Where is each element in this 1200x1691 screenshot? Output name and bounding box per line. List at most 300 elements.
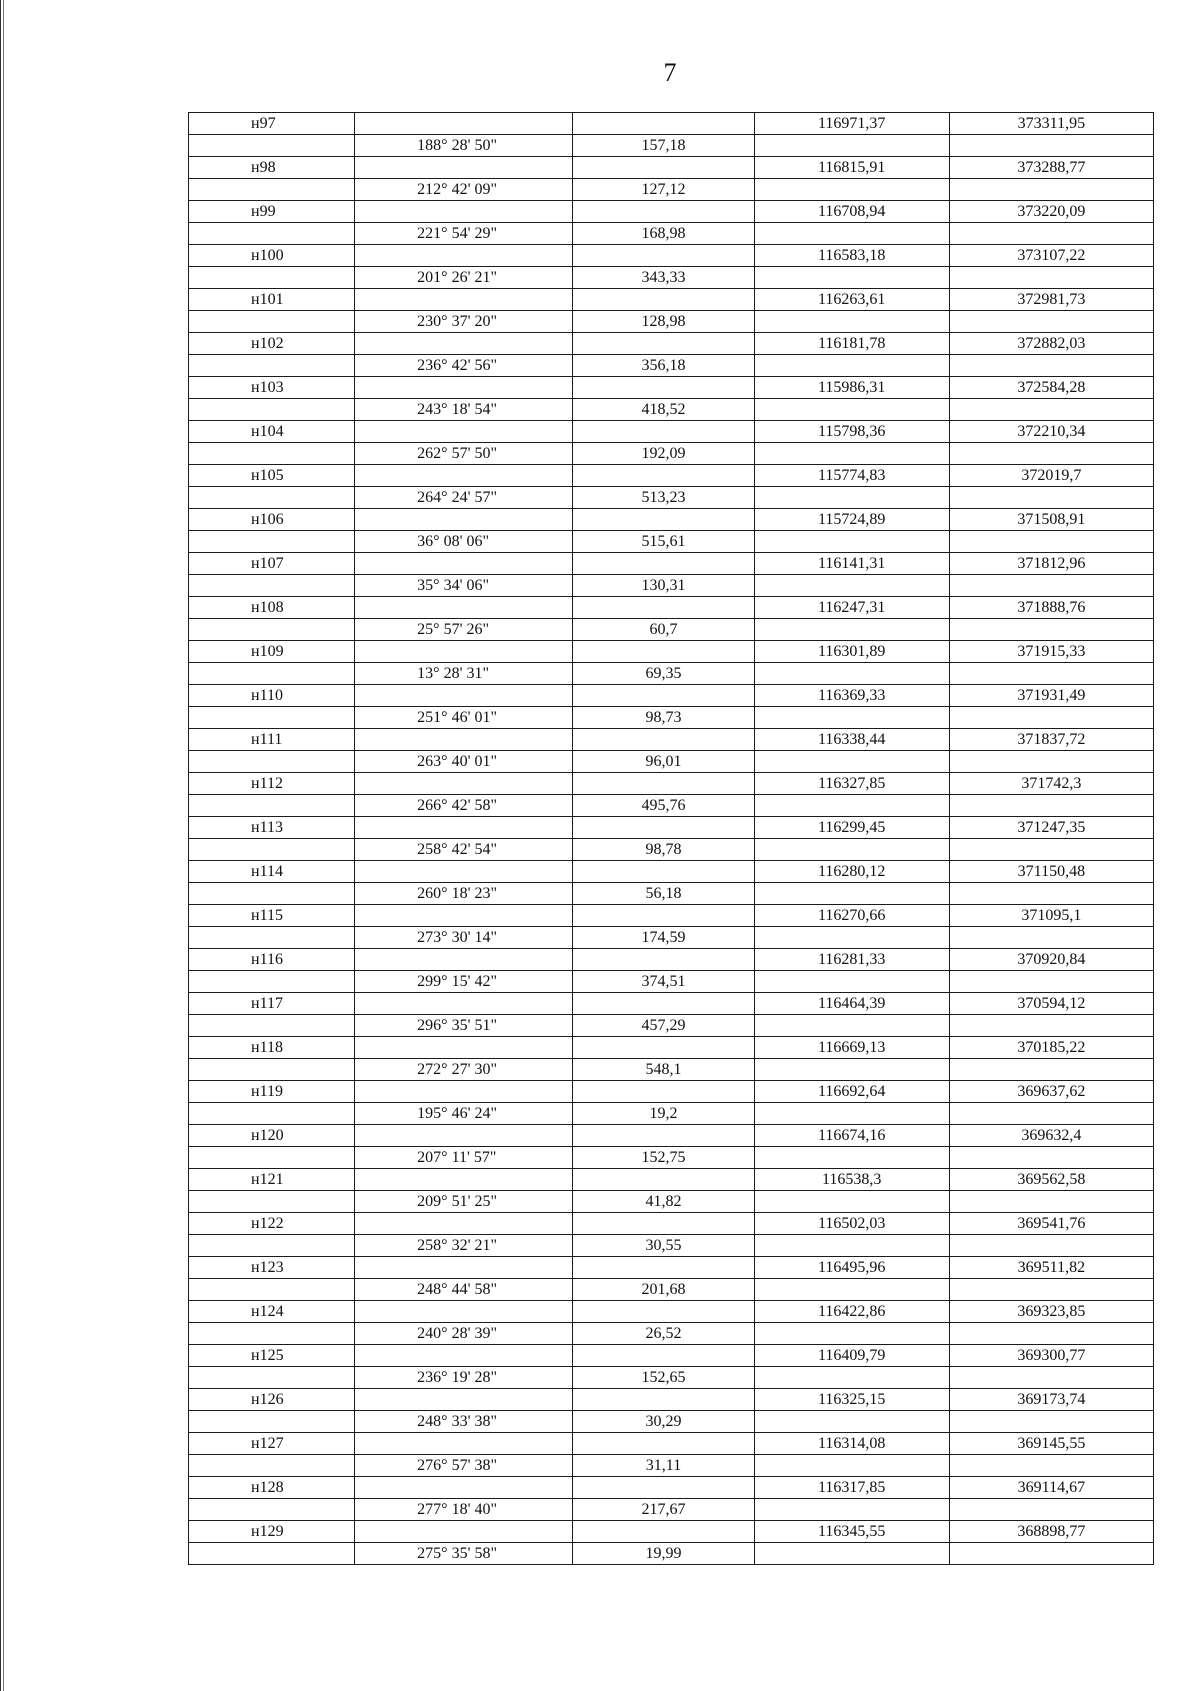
distance-cell: 343,33 (573, 267, 754, 289)
empty-cell (189, 179, 355, 201)
empty-cell (189, 1191, 355, 1213)
point-name-cell: н124 (189, 1301, 355, 1323)
segment-row (189, 1059, 1154, 1081)
point-row (189, 905, 1154, 927)
distance-cell: 192,09 (573, 443, 754, 465)
empty-cell (949, 443, 1153, 465)
x-coordinate-cell: 116301,89 (754, 641, 949, 663)
point-name-cell: н128 (189, 1477, 355, 1499)
empty-cell (754, 311, 949, 333)
x-coordinate-cell: 116270,66 (754, 905, 949, 927)
empty-cell (573, 245, 754, 267)
empty-cell (573, 465, 754, 487)
empty-cell (949, 1543, 1153, 1565)
empty-cell (189, 1411, 355, 1433)
point-name-cell: н100 (189, 245, 355, 267)
y-coordinate-cell: 373311,95 (949, 113, 1153, 135)
point-row (189, 949, 1154, 971)
empty-cell (754, 1543, 949, 1565)
x-coordinate-cell: 116495,96 (754, 1257, 949, 1279)
point-row (189, 729, 1154, 751)
empty-cell (189, 1103, 355, 1125)
direction-angle-cell: 13° 28' 31" (355, 663, 573, 685)
empty-cell (573, 1301, 754, 1323)
y-coordinate-cell: 369323,85 (949, 1301, 1153, 1323)
point-name-cell: н116 (189, 949, 355, 971)
y-coordinate-cell: 372584,28 (949, 377, 1153, 399)
empty-cell (355, 905, 573, 927)
segment-row (189, 311, 1154, 333)
empty-cell (754, 355, 949, 377)
direction-angle-cell: 299° 15' 42" (355, 971, 573, 993)
point-name-cell: н129 (189, 1521, 355, 1543)
segment-row (189, 927, 1154, 949)
empty-cell (949, 179, 1153, 201)
empty-cell (189, 971, 355, 993)
distance-cell: 168,98 (573, 223, 754, 245)
empty-cell (754, 795, 949, 817)
empty-cell (573, 949, 754, 971)
direction-angle-cell: 201° 26' 21" (355, 267, 573, 289)
empty-cell (189, 1323, 355, 1345)
empty-cell (573, 685, 754, 707)
point-name-cell: н127 (189, 1433, 355, 1455)
empty-cell (355, 1301, 573, 1323)
empty-cell (355, 553, 573, 575)
y-coordinate-cell: 373220,09 (949, 201, 1153, 223)
empty-cell (573, 553, 754, 575)
empty-cell (189, 1147, 355, 1169)
point-row (189, 1389, 1154, 1411)
y-coordinate-cell: 372882,03 (949, 333, 1153, 355)
empty-cell (355, 1521, 573, 1543)
point-row (189, 1433, 1154, 1455)
distance-cell: 374,51 (573, 971, 754, 993)
empty-cell (754, 1323, 949, 1345)
direction-angle-cell: 221° 54' 29" (355, 223, 573, 245)
distance-cell: 30,29 (573, 1411, 754, 1433)
segment-row (189, 1147, 1154, 1169)
y-coordinate-cell: 371812,96 (949, 553, 1153, 575)
empty-cell (754, 135, 949, 157)
empty-cell (754, 707, 949, 729)
segment-row (189, 135, 1154, 157)
x-coordinate-cell: 116181,78 (754, 333, 949, 355)
direction-angle-cell: 263° 40' 01" (355, 751, 573, 773)
direction-angle-cell: 258° 32' 21" (355, 1235, 573, 1257)
empty-cell (189, 311, 355, 333)
x-coordinate-cell: 116674,16 (754, 1125, 949, 1147)
empty-cell (754, 1015, 949, 1037)
empty-cell (355, 1125, 573, 1147)
empty-cell (189, 795, 355, 817)
x-coordinate-cell: 116280,12 (754, 861, 949, 883)
empty-cell (754, 1147, 949, 1169)
empty-cell (949, 355, 1153, 377)
empty-cell (189, 267, 355, 289)
empty-cell (949, 1455, 1153, 1477)
direction-angle-cell: 266° 42' 58" (355, 795, 573, 817)
empty-cell (573, 509, 754, 531)
point-name-cell: н118 (189, 1037, 355, 1059)
empty-cell (189, 135, 355, 157)
y-coordinate-cell: 368898,77 (949, 1521, 1153, 1543)
y-coordinate-cell: 370594,12 (949, 993, 1153, 1015)
segment-row (189, 443, 1154, 465)
segment-row (189, 1543, 1154, 1565)
empty-cell (189, 1279, 355, 1301)
x-coordinate-cell: 116141,31 (754, 553, 949, 575)
segment-row (189, 663, 1154, 685)
empty-cell (189, 443, 355, 465)
distance-cell: 60,7 (573, 619, 754, 641)
empty-cell (189, 1455, 355, 1477)
empty-cell (949, 267, 1153, 289)
point-name-cell: н101 (189, 289, 355, 311)
empty-cell (573, 905, 754, 927)
point-name-cell: н113 (189, 817, 355, 839)
empty-cell (949, 883, 1153, 905)
point-row (189, 773, 1154, 795)
x-coordinate-cell: 116338,44 (754, 729, 949, 751)
point-name-cell: н112 (189, 773, 355, 795)
distance-cell: 56,18 (573, 883, 754, 905)
y-coordinate-cell: 369173,74 (949, 1389, 1153, 1411)
empty-cell (355, 157, 573, 179)
distance-cell: 41,82 (573, 1191, 754, 1213)
x-coordinate-cell: 116317,85 (754, 1477, 949, 1499)
empty-cell (355, 729, 573, 751)
empty-cell (355, 1433, 573, 1455)
empty-cell (355, 949, 573, 971)
distance-cell: 26,52 (573, 1323, 754, 1345)
distance-cell: 69,35 (573, 663, 754, 685)
empty-cell (355, 641, 573, 663)
y-coordinate-cell: 369300,77 (949, 1345, 1153, 1367)
empty-cell (355, 421, 573, 443)
empty-cell (355, 993, 573, 1015)
point-name-cell: н125 (189, 1345, 355, 1367)
direction-angle-cell: 188° 28' 50" (355, 135, 573, 157)
empty-cell (189, 1059, 355, 1081)
segment-row (189, 751, 1154, 773)
y-coordinate-cell: 371931,49 (949, 685, 1153, 707)
x-coordinate-cell: 116314,08 (754, 1433, 949, 1455)
distance-cell: 174,59 (573, 927, 754, 949)
direction-angle-cell: 236° 19' 28" (355, 1367, 573, 1389)
empty-cell (573, 861, 754, 883)
distance-cell: 31,11 (573, 1455, 754, 1477)
distance-cell: 30,55 (573, 1235, 754, 1257)
empty-cell (754, 663, 949, 685)
empty-cell (189, 927, 355, 949)
empty-cell (573, 1477, 754, 1499)
empty-cell (355, 509, 573, 531)
empty-cell (949, 751, 1153, 773)
x-coordinate-cell: 115798,36 (754, 421, 949, 443)
x-coordinate-cell: 116692,64 (754, 1081, 949, 1103)
point-row (189, 421, 1154, 443)
empty-cell (949, 531, 1153, 553)
point-name-cell: н120 (189, 1125, 355, 1147)
point-row (189, 597, 1154, 619)
x-coordinate-cell: 115724,89 (754, 509, 949, 531)
empty-cell (949, 663, 1153, 685)
empty-cell (949, 223, 1153, 245)
direction-angle-cell: 243° 18' 54" (355, 399, 573, 421)
direction-angle-cell: 207° 11' 57" (355, 1147, 573, 1169)
point-name-cell: н105 (189, 465, 355, 487)
point-row (189, 1301, 1154, 1323)
empty-cell (949, 311, 1153, 333)
y-coordinate-cell: 369632,4 (949, 1125, 1153, 1147)
empty-cell (355, 1389, 573, 1411)
x-coordinate-cell: 116327,85 (754, 773, 949, 795)
y-coordinate-cell: 369114,67 (949, 1477, 1153, 1499)
direction-angle-cell: 260° 18' 23" (355, 883, 573, 905)
empty-cell (573, 729, 754, 751)
point-row (189, 289, 1154, 311)
point-row (189, 685, 1154, 707)
empty-cell (573, 817, 754, 839)
empty-cell (573, 157, 754, 179)
direction-angle-cell: 240° 28' 39" (355, 1323, 573, 1345)
point-name-cell: н122 (189, 1213, 355, 1235)
x-coordinate-cell: 116369,33 (754, 685, 949, 707)
x-coordinate-cell: 116422,86 (754, 1301, 949, 1323)
direction-angle-cell: 296° 35' 51" (355, 1015, 573, 1037)
empty-cell (754, 223, 949, 245)
point-name-cell: н102 (189, 333, 355, 355)
point-name-cell: н119 (189, 1081, 355, 1103)
direction-angle-cell: 195° 46' 24" (355, 1103, 573, 1125)
empty-cell (189, 223, 355, 245)
empty-cell (754, 487, 949, 509)
point-row (189, 201, 1154, 223)
point-name-cell: н117 (189, 993, 355, 1015)
empty-cell (355, 377, 573, 399)
point-row (189, 993, 1154, 1015)
x-coordinate-cell: 116464,39 (754, 993, 949, 1015)
empty-cell (573, 289, 754, 311)
empty-cell (949, 1411, 1153, 1433)
segment-row (189, 707, 1154, 729)
empty-cell (355, 1477, 573, 1499)
point-row (189, 1125, 1154, 1147)
empty-cell (754, 179, 949, 201)
y-coordinate-cell: 370185,22 (949, 1037, 1153, 1059)
point-row (189, 509, 1154, 531)
empty-cell (189, 531, 355, 553)
empty-cell (355, 817, 573, 839)
y-coordinate-cell: 371915,33 (949, 641, 1153, 663)
empty-cell (754, 575, 949, 597)
empty-cell (754, 883, 949, 905)
point-name-cell: н111 (189, 729, 355, 751)
x-coordinate-cell: 116502,03 (754, 1213, 949, 1235)
point-name-cell: н115 (189, 905, 355, 927)
segment-row (189, 1279, 1154, 1301)
empty-cell (355, 1081, 573, 1103)
point-name-cell: н108 (189, 597, 355, 619)
y-coordinate-cell: 373107,22 (949, 245, 1153, 267)
empty-cell (949, 971, 1153, 993)
distance-cell: 201,68 (573, 1279, 754, 1301)
point-row (189, 1081, 1154, 1103)
empty-cell (573, 1125, 754, 1147)
empty-cell (949, 1367, 1153, 1389)
empty-cell (355, 333, 573, 355)
empty-cell (573, 333, 754, 355)
empty-cell (754, 1103, 949, 1125)
distance-cell: 457,29 (573, 1015, 754, 1037)
empty-cell (949, 619, 1153, 641)
segment-row (189, 795, 1154, 817)
empty-cell (573, 1433, 754, 1455)
distance-cell: 548,1 (573, 1059, 754, 1081)
y-coordinate-cell: 369511,82 (949, 1257, 1153, 1279)
empty-cell (949, 487, 1153, 509)
x-coordinate-cell: 116971,37 (754, 113, 949, 135)
empty-cell (754, 971, 949, 993)
point-name-cell: н110 (189, 685, 355, 707)
x-coordinate-cell: 116247,31 (754, 597, 949, 619)
empty-cell (573, 421, 754, 443)
empty-cell (949, 1103, 1153, 1125)
empty-cell (754, 531, 949, 553)
point-row (189, 465, 1154, 487)
point-row (189, 861, 1154, 883)
point-name-cell: н98 (189, 157, 355, 179)
empty-cell (754, 1411, 949, 1433)
segment-row (189, 267, 1154, 289)
point-row (189, 1257, 1154, 1279)
x-coordinate-cell: 116325,15 (754, 1389, 949, 1411)
point-row (189, 1477, 1154, 1499)
empty-cell (573, 1389, 754, 1411)
segment-row (189, 531, 1154, 553)
empty-cell (949, 795, 1153, 817)
empty-cell (573, 773, 754, 795)
empty-cell (949, 575, 1153, 597)
y-coordinate-cell: 371095,1 (949, 905, 1153, 927)
empty-cell (754, 267, 949, 289)
distance-cell: 217,67 (573, 1499, 754, 1521)
distance-cell: 356,18 (573, 355, 754, 377)
x-coordinate-cell: 116299,45 (754, 817, 949, 839)
point-row (189, 377, 1154, 399)
y-coordinate-cell: 371888,76 (949, 597, 1153, 619)
empty-cell (355, 465, 573, 487)
point-row (189, 1037, 1154, 1059)
point-row (189, 817, 1154, 839)
y-coordinate-cell: 373288,77 (949, 157, 1153, 179)
empty-cell (949, 707, 1153, 729)
distance-cell: 418,52 (573, 399, 754, 421)
direction-angle-cell: 248° 33' 38" (355, 1411, 573, 1433)
empty-cell (189, 751, 355, 773)
empty-cell (754, 619, 949, 641)
x-coordinate-cell: 116815,91 (754, 157, 949, 179)
segment-row (189, 399, 1154, 421)
empty-cell (355, 289, 573, 311)
empty-cell (573, 993, 754, 1015)
point-row (189, 333, 1154, 355)
empty-cell (189, 575, 355, 597)
empty-cell (754, 443, 949, 465)
direction-angle-cell: 25° 57' 26" (355, 619, 573, 641)
empty-cell (573, 1037, 754, 1059)
empty-cell (573, 1081, 754, 1103)
empty-cell (754, 1059, 949, 1081)
y-coordinate-cell: 369637,62 (949, 1081, 1153, 1103)
x-coordinate-cell: 116409,79 (754, 1345, 949, 1367)
point-row (189, 1213, 1154, 1235)
empty-cell (949, 1059, 1153, 1081)
point-row (189, 553, 1154, 575)
empty-cell (949, 927, 1153, 949)
distance-cell: 127,12 (573, 179, 754, 201)
point-row (189, 1345, 1154, 1367)
y-coordinate-cell: 371837,72 (949, 729, 1153, 751)
x-coordinate-cell: 116583,18 (754, 245, 949, 267)
y-coordinate-cell: 371508,91 (949, 509, 1153, 531)
empty-cell (355, 597, 573, 619)
empty-cell (189, 707, 355, 729)
distance-cell: 152,75 (573, 1147, 754, 1169)
distance-cell: 152,65 (573, 1367, 754, 1389)
x-coordinate-cell: 116345,55 (754, 1521, 949, 1543)
empty-cell (754, 927, 949, 949)
segment-row (189, 1235, 1154, 1257)
segment-row (189, 179, 1154, 201)
empty-cell (949, 1015, 1153, 1037)
direction-angle-cell: 262° 57' 50" (355, 443, 573, 465)
empty-cell (949, 839, 1153, 861)
point-row (189, 113, 1154, 135)
direction-angle-cell: 277° 18' 40" (355, 1499, 573, 1521)
point-row (189, 641, 1154, 663)
direction-angle-cell: 230° 37' 20" (355, 311, 573, 333)
page-number: 7 (663, 58, 677, 87)
distance-cell: 98,73 (573, 707, 754, 729)
segment-row (189, 1323, 1154, 1345)
empty-cell (949, 1191, 1153, 1213)
segment-row (189, 883, 1154, 905)
segment-row (189, 1191, 1154, 1213)
empty-cell (573, 201, 754, 223)
segment-row (189, 1367, 1154, 1389)
y-coordinate-cell: 372981,73 (949, 289, 1153, 311)
segment-row (189, 487, 1154, 509)
empty-cell (754, 1367, 949, 1389)
y-coordinate-cell: 372019,7 (949, 465, 1153, 487)
direction-angle-cell: 251° 46' 01" (355, 707, 573, 729)
empty-cell (754, 1235, 949, 1257)
distance-cell: 98,78 (573, 839, 754, 861)
distance-cell: 130,31 (573, 575, 754, 597)
x-coordinate-cell: 115986,31 (754, 377, 949, 399)
empty-cell (189, 399, 355, 421)
x-coordinate-cell: 116263,61 (754, 289, 949, 311)
direction-angle-cell: 236° 42' 56" (355, 355, 573, 377)
empty-cell (189, 839, 355, 861)
empty-cell (189, 619, 355, 641)
point-name-cell: н97 (189, 113, 355, 135)
x-coordinate-cell: 115774,83 (754, 465, 949, 487)
coordinates-table-body (189, 113, 1154, 1565)
distance-cell: 495,76 (573, 795, 754, 817)
